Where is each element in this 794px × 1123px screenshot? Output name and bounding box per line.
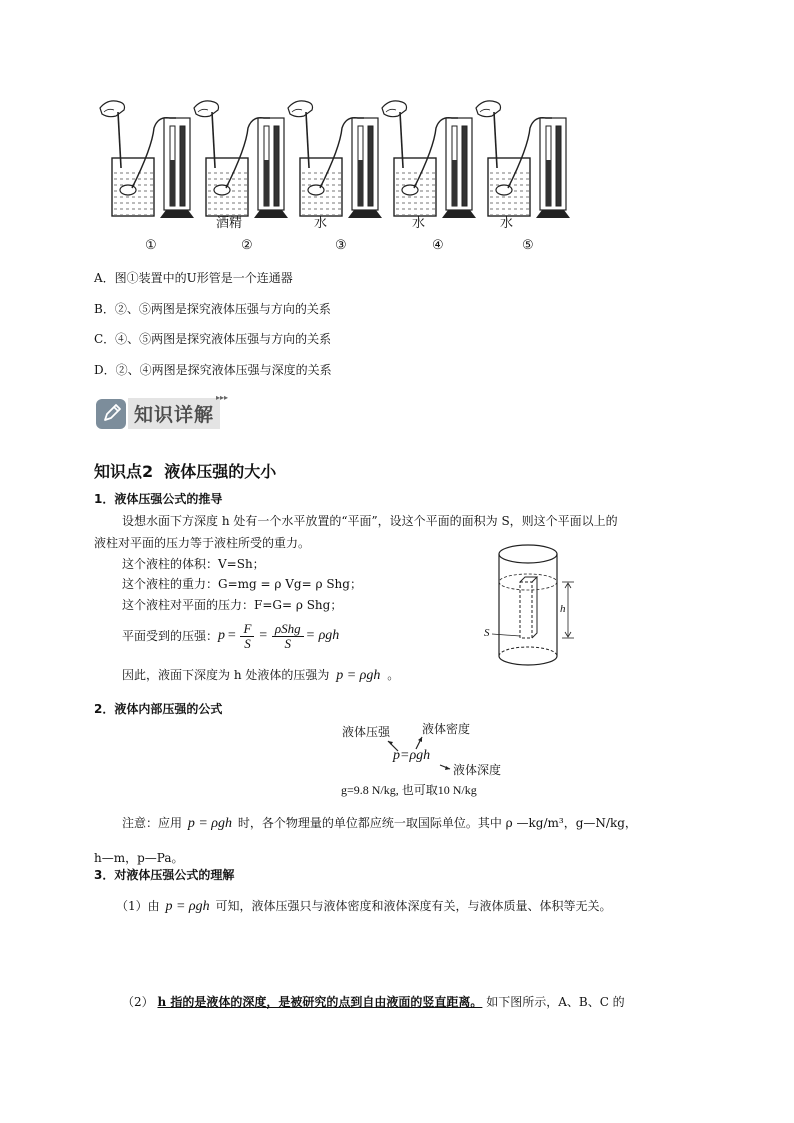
figure-number-5: ⑤: [522, 238, 534, 253]
units-note-formula: p = ρgh: [187, 816, 233, 831]
figure-number-3: ③: [335, 238, 347, 253]
item-1-text: 可知，液体压强只与液体密度和液体深度有关，与液体质量、体积等无关。: [215, 899, 612, 913]
subsection-2-title: 2．液体内部压强的公式: [94, 702, 223, 716]
fraction-f-denominator: S: [244, 635, 251, 651]
item-2-prefix: （2）: [122, 995, 154, 1009]
derivation-paragraph-line1: 设想水面下方深度 h 处有一个水平放置的“平面”，设这个平面的面积为 S，则这个平面以上的: [122, 514, 618, 528]
diagram-liquid-depth: 液体深度: [453, 763, 502, 777]
derivation-paragraph-line2: 液柱对平面的压力等于液柱所受的重力。: [94, 536, 311, 550]
pencil-icon: [96, 399, 126, 429]
conclusion-end: 。: [387, 668, 400, 682]
pressure-prefix: 平面受到的压强：: [122, 629, 219, 643]
formula-end: = ρgh: [305, 628, 340, 643]
pressure-apparatus-figure: [90, 98, 570, 258]
option-d: D．②、④两图是探究液体压强与深度的关系: [94, 363, 332, 377]
fraction-f-over-s: [240, 622, 254, 651]
units-note-line2: h—m，p—Pa。: [94, 851, 184, 865]
cylinder-label-h: h: [560, 603, 566, 615]
apparatus-label-2: 酒精: [216, 216, 243, 231]
formula-p: p: [218, 628, 226, 643]
apparatus-label-3: 水: [314, 216, 328, 231]
subsection-1-title: 1．液体压强公式的推导: [94, 492, 223, 506]
weight-line: 这个液柱的重力：G=mg = ρ Vg= ρ Shg；: [122, 577, 362, 591]
fraction-rhoshg-numerator: ρShg: [272, 622, 304, 637]
banner-title: 知识详解: [128, 398, 220, 429]
conclusion-formula: p = ρgh: [336, 668, 381, 683]
fraction-rhoshg-over-s: [272, 622, 304, 651]
figure-number-1: ①: [145, 238, 157, 253]
diagram-g-note: g=9.8 N/kg, 也可取10 N/kg: [341, 783, 477, 797]
cylinder-label-s: S: [484, 627, 490, 639]
diagram-liquid-density: 液体密度: [422, 722, 471, 736]
apparatus-label-4: 水: [412, 216, 426, 231]
fraction-rhoshg-denominator: S: [284, 635, 291, 651]
option-a: A．图①装置中的U形管是一个连通器: [94, 271, 293, 285]
subsection-3-title: 3．对液体压强公式的理解: [94, 868, 235, 882]
item-1-formula: p = ρgh: [165, 899, 210, 914]
item-2-bold-definition: h 指的是液体的深度，是被研究的点到自由液面的竖直距离。: [157, 995, 483, 1009]
understanding-item-2: [122, 994, 625, 1010]
option-c: C．④、⑤两图是探究液体压强与方向的关系: [94, 332, 332, 346]
item-2-text: 如下图所示，A、B、C 的: [486, 995, 625, 1009]
item-1-prefix: （1）由: [116, 899, 160, 913]
units-note-prefix: 注意：应用: [122, 816, 183, 830]
diagram-liquid-pressure: 液体压强: [342, 725, 391, 739]
banner-arrows: ▸▸▸: [216, 393, 229, 402]
knowledge-banner: [96, 398, 220, 429]
fraction-f-numerator: F: [240, 622, 254, 637]
option-b: B．②、⑤两图是探究液体压强与方向的关系: [94, 302, 331, 316]
figure-number-2: ②: [241, 238, 253, 253]
conclusion-prefix: 因此，液面下深度为 h 处液体的压强为: [122, 668, 330, 682]
conclusion-line: [122, 667, 399, 684]
apparatus-label-5: 水: [500, 216, 514, 231]
formula-eq: =: [227, 628, 237, 643]
understanding-item-1: [116, 898, 611, 915]
force-line: 这个液柱对平面的压力：F=G= ρ Shg；: [122, 598, 343, 612]
units-note-text: 时，各个物理量的单位都应统一取国际单位。其中 ρ —kg/m³，g—N/kg，: [237, 816, 637, 830]
formula-eq-2: =: [258, 628, 268, 643]
units-note: [122, 815, 637, 832]
pressure-derivation: [122, 618, 339, 654]
section-title: 知识点2 液体压强的大小: [94, 462, 277, 481]
volume-line: 这个液柱的体积：V=Sh；: [122, 557, 265, 571]
diagram-formula: p=ρgh: [393, 748, 431, 763]
figure-number-4: ④: [432, 238, 444, 253]
